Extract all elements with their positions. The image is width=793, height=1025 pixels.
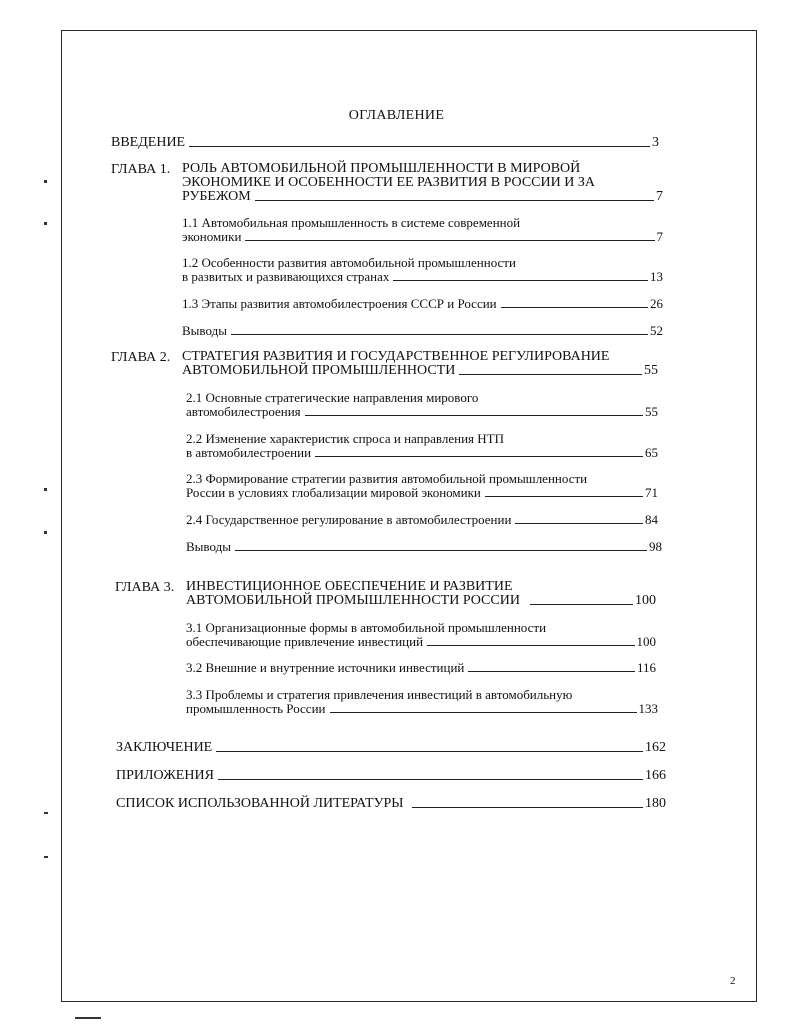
toc-entry-title: 2.4 Государственное регулирование в автомобилестроении: [186, 512, 512, 527]
toc-entry-section-2-3[interactable]: [186, 472, 658, 500]
toc-entry-title: Выводы: [182, 323, 227, 338]
toc-page-number: 7: [656, 189, 663, 204]
toc-entry-references[interactable]: [116, 797, 666, 811]
toc-entry-title: 1.2 Особенности развития автомобильной промышленности: [182, 255, 516, 270]
toc-entry-title: Выводы: [186, 539, 231, 554]
dot-leader: [330, 712, 637, 713]
toc-entry-title: в развитых и развивающихся странах: [182, 269, 390, 284]
toc-entry-section-2-4[interactable]: [186, 513, 658, 527]
toc-entry-introduction[interactable]: [111, 136, 659, 150]
toc-page-number: 55: [644, 363, 658, 378]
toc-page-number: 84: [645, 512, 658, 527]
chapter-label: ГЛАВА 1.: [111, 162, 171, 177]
toc-entry-title: 2.3 Формирование стратегии развития автомобильной промышленности: [186, 471, 588, 486]
toc-page-number: 133: [638, 701, 658, 716]
toc-entry-section-3-3[interactable]: [186, 688, 658, 716]
toc-page-number: 13: [650, 269, 663, 284]
chapter-label: ГЛАВА 3.: [115, 580, 175, 595]
toc-entry-title: АВТОМОБИЛЬНОЙ ПРОМЫШЛЕННОСТИ РОССИИ: [186, 593, 520, 608]
toc-entry-section-1-2[interactable]: [182, 256, 663, 284]
toc-page-number: 3: [652, 135, 659, 150]
toc-entry-title: АВТОМОБИЛЬНОЙ ПРОМЫШЛЕННОСТИ: [182, 363, 456, 378]
toc-entry-title: РУБЕЖОМ: [182, 189, 251, 204]
toc-entry-section-2-1[interactable]: [186, 391, 658, 419]
toc-page-number: 166: [645, 768, 666, 783]
toc-page-number: 55: [645, 404, 658, 419]
toc-entry-title: 3.1 Организационные формы в автомобильной промышленности: [186, 620, 547, 635]
dot-leader: [189, 146, 650, 147]
toc-entry-section-2-2[interactable]: [186, 432, 658, 460]
toc-entry-title: СТРАТЕГИЯ РАЗВИТИЯ И ГОСУДАРСТВЕННОЕ РЕГУЛИРОВАНИЕ: [182, 349, 610, 364]
toc-entry-title: ЗАКЛЮЧЕНИЕ: [116, 740, 213, 755]
toc-entry-title: 2.2 Изменение характеристик спроса и направления НТП: [186, 431, 504, 446]
toc-entry-section-1-1[interactable]: [182, 216, 663, 244]
toc-page-number: 180: [645, 796, 666, 811]
dot-leader: [501, 307, 648, 308]
dot-leader: [245, 240, 654, 241]
toc-page-number: 100: [635, 593, 656, 608]
toc-page-number: 162: [645, 740, 666, 755]
dot-leader: [530, 604, 633, 605]
toc-entry-chapter-3[interactable]: [186, 580, 656, 608]
dot-leader: [216, 751, 643, 752]
toc-entry-chapter-1[interactable]: [182, 162, 663, 204]
toc-page-number: 116: [636, 660, 656, 675]
page-title: ОГЛАВЛЕНИЕ: [348, 108, 445, 123]
dot-leader: [459, 374, 642, 375]
dot-leader: [468, 671, 635, 672]
toc-page-number: 98: [649, 539, 662, 554]
toc-entry-conclusions-1[interactable]: [182, 324, 663, 338]
toc-entry-title: ИНВЕСТИЦИОННОЕ ОБЕСПЕЧЕНИЕ И РАЗВИТИЕ: [186, 579, 513, 594]
toc-page-number: 26: [650, 296, 663, 311]
dot-leader: [218, 779, 643, 780]
toc-entry-title: обеспечивающие привлечение инвестиций: [186, 634, 424, 649]
toc-entry-title: экономики: [182, 229, 242, 244]
toc-page-number: 52: [650, 323, 663, 338]
toc-entry-title: в автомобилестроении: [186, 445, 312, 460]
toc-entry-title: 1.1 Автомобильная промышленность в системе современной: [182, 215, 521, 230]
toc-entry-conclusions-2[interactable]: [186, 540, 662, 554]
dot-leader: [305, 415, 643, 416]
dot-leader: [427, 645, 634, 646]
toc-page-number: 100: [636, 634, 656, 649]
toc-page-number: 71: [645, 485, 658, 500]
toc-entry-appendix[interactable]: [116, 769, 666, 783]
toc-entry-title: 2.1 Основные стратегические направления мирового: [186, 390, 479, 405]
toc-entry-title: РОЛЬ АВТОМОБИЛЬНОЙ ПРОМЫШЛЕННОСТИ В МИРОВОЙ: [182, 161, 581, 176]
dot-leader: [485, 496, 643, 497]
chapter-label: ГЛАВА 2.: [111, 350, 171, 365]
dot-leader: [393, 280, 648, 281]
toc-entry-title: ПРИЛОЖЕНИЯ: [116, 768, 214, 783]
toc-page-number: 65: [645, 445, 658, 460]
toc-page-number: 7: [656, 229, 663, 244]
toc-entry-section-1-3[interactable]: [182, 297, 663, 311]
dot-leader: [235, 550, 647, 551]
toc-entry-conclusion[interactable]: [116, 741, 666, 755]
toc-entry-section-3-1[interactable]: [186, 621, 656, 649]
toc-entry-chapter-2[interactable]: [182, 350, 658, 378]
dot-leader: [515, 523, 643, 524]
dot-leader: [255, 200, 654, 201]
toc-entry-title: 3.3 Проблемы и стратегия привлечения инвестиций в автомобильную: [186, 687, 573, 702]
dot-leader: [231, 334, 648, 335]
dot-leader: [315, 456, 643, 457]
dot-leader: [412, 807, 644, 808]
toc-entry-title: СПИСОК ИСПОЛЬЗОВАННОЙ ЛИТЕРАТУРЫ: [116, 796, 404, 811]
toc-entry-title: России в условиях глобализации мировой экономики: [186, 485, 481, 500]
toc-entry-title: 3.2 Внешние и внутренние источники инвестиций: [186, 660, 465, 675]
toc-entry-section-3-2[interactable]: [186, 661, 656, 675]
page-number: 2: [730, 975, 736, 987]
toc-entry-title: автомобилестроения: [186, 404, 301, 419]
toc-entry-title: 1.3 Этапы развития автомобилестроения СССР и России: [182, 296, 497, 311]
toc-entry-title: ЭКОНОМИКЕ И ОСОБЕННОСТИ ЕЕ РАЗВИТИЯ В РОССИИ И ЗА: [182, 175, 595, 190]
toc-entry-title: ВВЕДЕНИЕ: [111, 135, 186, 150]
toc-entry-title: промышленность России: [186, 701, 326, 716]
